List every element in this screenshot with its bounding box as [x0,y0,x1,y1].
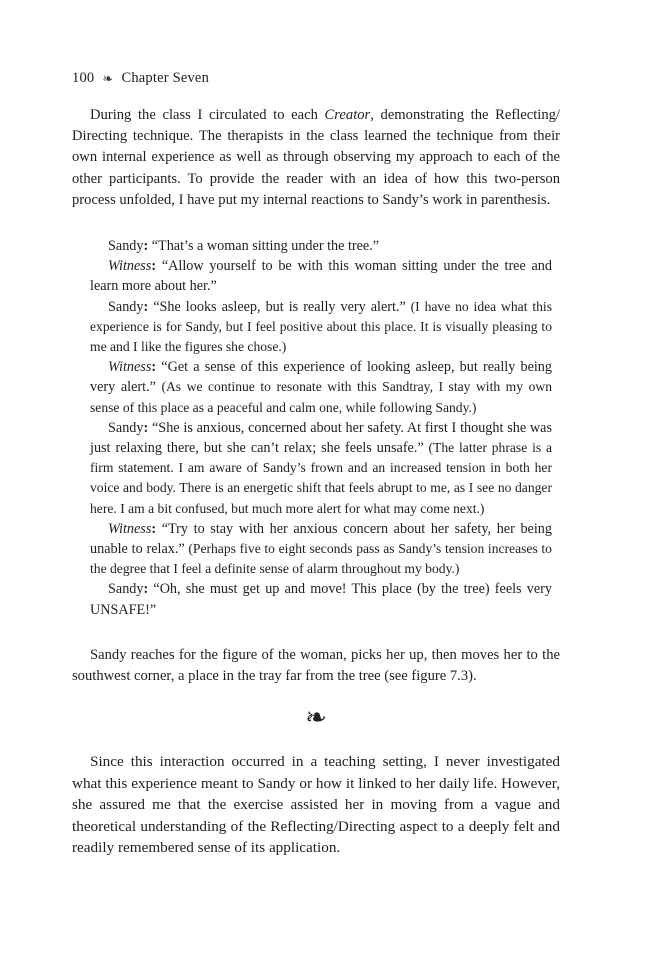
author-aside: (As we continue to resonate with this Sandtray, I stay with my own sense of this place as a peaceful and calm one, while following Sandy.) [90,379,552,415]
speaker-separator: : [151,359,162,376]
dialogue-quote: “Oh, she must get up and move! This place (by the tree) feels very UNSAFE!” [90,581,552,618]
dialogue-quote: “Try to stay with her anxious concern about her safety, her being unable to relax.” [90,520,552,558]
speaker-separator: : [143,298,154,315]
dialogue-quote: “She looks asleep, but is really very alert.” [153,298,406,315]
author-aside: (I have no idea what this experience is for Sandy, but I feel positive about this place. It is visually pleasing to me and I like the figures she chose.) [90,298,552,355]
dialogue-quote: “Allow yourself to be with this woman sitting under the tree and learn more about her.” [90,258,552,295]
intro-paragraph [72,105,560,211]
creator-term: Creator [324,107,371,123]
section-break-ornament-icon: ❧ [305,703,327,733]
dialogue-line [90,418,552,519]
intro-text-end: , demonstrating the Reflecting/ Directing technique. The therapists in the class learned the technique from their own internal experience as well as through observing my approach to each of the other participants. To provide the reader with an idea of how this two-person process unfolded, I have put my internal reactions to Sandy’s work in parenthesis. [72,107,560,208]
dialogue-line [90,236,552,256]
page-number: 100 [72,70,95,86]
speaker-name: Sandy [108,238,144,255]
dialogue-quote: “That’s a woman sitting under the tree.” [151,238,380,255]
book-page [72,70,560,859]
speaker-name: Sandy [108,298,144,315]
speaker-separator: : [143,581,154,598]
dialogue-line [90,579,552,619]
dialogue-block [90,236,552,620]
intro-text-start: During the class I circulated to each [90,107,325,123]
after-dialogue-paragraph: Sandy reaches for the figure of the woman, picks her up, then moves her to the southwest corner, a place in the tray far from the tree (see figure 7.3). [72,646,560,685]
speaker-name: Witness [108,359,152,376]
chapter-title: Chapter Seven [121,70,210,86]
dialogue-line [90,256,552,296]
author-aside: (Perhaps five to eight seconds pass as Sandy’s tension increases to the degree that I feel a definite sense of alarm throughout my body.) [90,541,552,577]
dialogue-line [90,357,552,418]
dialogue-line [90,519,552,580]
fleuron-icon: ❧ [102,70,114,86]
running-head [72,70,560,87]
speaker-separator: : [151,258,162,275]
dialogue-line [90,297,552,358]
author-aside: (The latter phrase is a firm statement. I am aware of Sandy’s frown and an increased tension in both her voice and body. There is an energetic shift that feels abrupt to me, as I see no danger here. I am a bit confused, but much more alert for what may come next.) [90,440,552,516]
speaker-separator: : [151,520,162,537]
dialogue-quote: “She is anxious, concerned about her safety. At first I thought she was just relaxing there, but she can’t relax; she feels unsafe.” [90,419,552,457]
speaker-name: Sandy [108,419,144,436]
speaker-name: Witness [108,258,152,275]
speaker-separator: : [143,419,152,436]
closing-paragraph: Since this interaction occurred in a teaching setting, I never investigated what this experience meant to Sandy or how it linked to her daily life. However, she assured me that the exercise assisted her in moving from a vague and theoretical understanding of the Reflecting/Directing aspect to a deeply felt and readily remembered sense of its application. [72,753,560,857]
speaker-name: Witness [108,520,152,537]
dialogue-quote: “Get a sense of this experience of looking asleep, but really being very alert.” [90,359,552,396]
speaker-separator: : [143,238,152,255]
speaker-name: Sandy [108,581,144,598]
